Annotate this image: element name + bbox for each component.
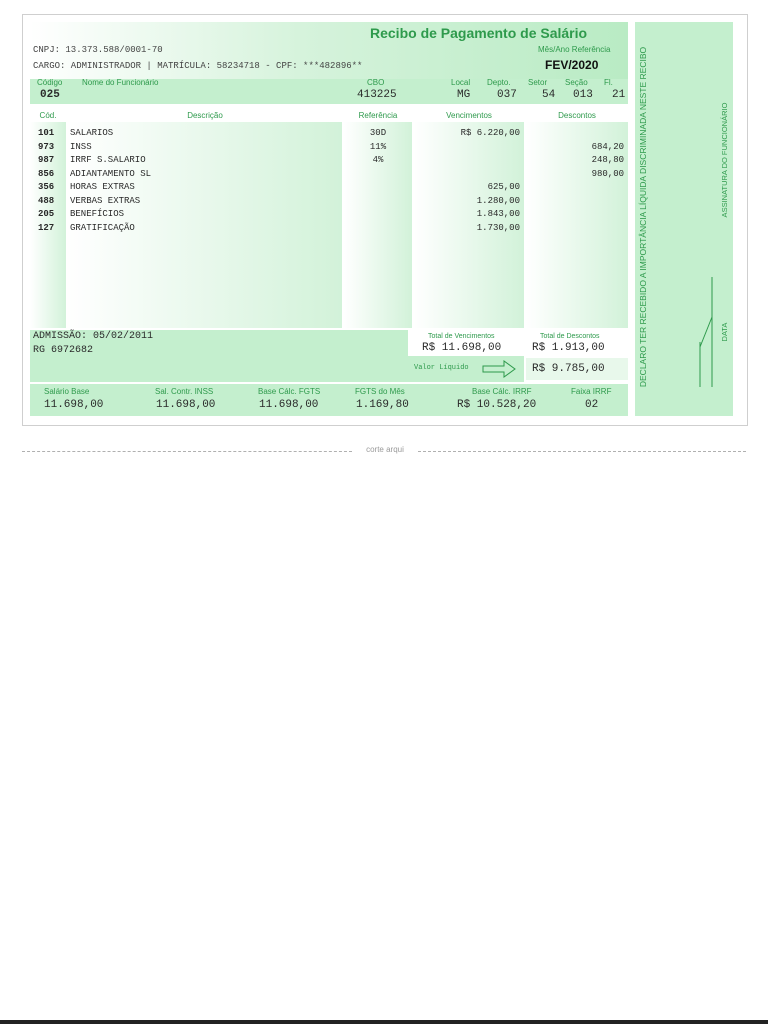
bottom-bar	[0, 1020, 768, 1024]
item-code: 987	[38, 155, 55, 165]
cargo-line: CARGO: ADMINISTRADOR | MATRÍCULA: 58234718 - CPF: ***482896**	[33, 61, 363, 71]
item-code: 205	[38, 209, 55, 219]
base-calc-fgts-value: 11.698,00	[259, 399, 319, 411]
table-rows	[30, 128, 628, 328]
col-header-descontos: Descontos	[526, 110, 628, 122]
item-vencimento: 625,00	[487, 182, 520, 192]
item-reference: 11%	[369, 141, 387, 152]
salary-receipt	[30, 22, 628, 416]
item-vencimento: R$ 6.220,00	[460, 128, 520, 138]
items-table	[30, 110, 628, 328]
secao-label: Seção	[565, 78, 588, 87]
local-label: Local	[451, 78, 471, 87]
depto-value: 037	[497, 89, 517, 101]
cut-line	[22, 445, 746, 454]
item-description: BENEFÍCIOS	[70, 209, 125, 219]
item-code: 856	[38, 168, 55, 179]
arrow-right-icon	[482, 360, 516, 378]
receipt-title: Recibo de Pagamento de Salário	[370, 25, 588, 41]
base-calc-irrf-label: Base Cálc. IRRF	[472, 387, 532, 396]
table-row	[30, 128, 628, 142]
ref-value: FEV/2020	[545, 58, 599, 72]
cnpj: CNPJ: 13.373.588/0001-70	[33, 45, 163, 55]
item-description: ADIANTAMENTO SL	[70, 168, 152, 179]
cut-label: corte arqui	[366, 445, 404, 454]
setor-label: Setor	[528, 78, 548, 87]
table-row	[30, 142, 628, 156]
table-row	[30, 209, 628, 223]
faixa-irrf-value: 02	[585, 399, 599, 411]
table-row	[30, 196, 628, 210]
total-vencimentos: R$ 11.698,00	[422, 342, 502, 354]
sal-contr-inss-label: Sal. Contr. INSS	[155, 387, 214, 396]
cbo-label: CBO	[367, 78, 385, 87]
item-reference: 30D	[369, 128, 387, 138]
nome-label: Nome do Funcionário	[82, 78, 159, 87]
fl-value: 21	[612, 89, 626, 101]
col-header-vencimentos: Vencimentos	[414, 110, 524, 122]
table-row	[30, 223, 628, 237]
fgts-mes-label: FGTS do Mês	[355, 387, 405, 396]
col-header-referencia: Referência	[344, 110, 412, 122]
item-reference: 4%	[372, 155, 384, 165]
item-desconto: 684,20	[591, 141, 624, 152]
signature-line[interactable]	[693, 272, 723, 392]
item-description: IRRF S.SALARIO	[70, 155, 146, 165]
local-value: MG	[457, 89, 471, 101]
fgts-mes-value: 1.169,80	[356, 399, 409, 411]
item-desconto: 980,00	[591, 168, 624, 179]
salario-base-label: Salário Base	[44, 387, 90, 396]
col-header-descricao: Descrição	[68, 110, 342, 122]
base-calc-fgts-label: Base Cálc. FGTS	[258, 387, 321, 396]
item-description: SALARIOS	[70, 128, 114, 138]
item-vencimento: 1.843,00	[476, 209, 520, 219]
col-header-cod: Cód.	[30, 110, 66, 122]
salario-base-value: 11.698,00	[44, 399, 104, 411]
table-row	[30, 155, 628, 169]
valor-liquido: R$ 9.785,00	[532, 363, 605, 375]
faixa-irrf-label: Faixa IRRF	[571, 387, 612, 396]
table-row	[30, 182, 628, 196]
base-calc-irrf-value: R$ 10.528,20	[457, 399, 537, 411]
declaration-text: DECLARO TER RECEBIDO A IMPORTÂNCIA LÍQUIDA DISCRIMINADA NESTE RECIBO	[638, 46, 648, 388]
item-description: HORAS EXTRAS	[70, 182, 135, 192]
sal-contr-inss-value: 11.698,00	[156, 399, 216, 411]
item-code: 127	[38, 222, 55, 233]
secao-value: 013	[573, 89, 593, 101]
codigo-label: Código	[37, 78, 63, 87]
depto-label: Depto.	[487, 78, 511, 87]
rg: RG 6972682	[33, 345, 94, 356]
item-desconto: 248,80	[591, 155, 624, 165]
item-code: 101	[38, 128, 55, 138]
ref-label: Mês/Ano Referência	[538, 45, 611, 54]
total-vencimentos-label: Total de Vencimentos	[428, 333, 495, 340]
admissao: ADMISSÃO: 05/02/2011	[33, 331, 154, 342]
fl-label: Fl.	[604, 78, 613, 87]
valor-liquido-label: Valor Líquido	[414, 364, 469, 372]
total-descontos: R$ 1.913,00	[532, 342, 605, 354]
footer-panel	[30, 384, 628, 416]
cbo-value: 413225	[357, 89, 397, 101]
item-vencimento: 1.730,00	[476, 222, 520, 233]
table-row	[30, 169, 628, 183]
item-code: 973	[38, 141, 55, 152]
signature-strip	[635, 22, 733, 416]
setor-value: 54	[542, 89, 556, 101]
item-vencimento: 1.280,00	[476, 195, 520, 206]
item-code: 356	[38, 182, 55, 192]
item-code: 488	[38, 195, 55, 206]
assinatura-label: ASSINATURA DO FUNCIONÁRIO	[720, 102, 729, 218]
item-description: INSS	[70, 141, 92, 152]
item-description: VERBAS EXTRAS	[70, 195, 141, 206]
codigo-value: 025	[40, 89, 60, 101]
data-label: DATA	[720, 322, 729, 342]
item-description: GRATIFICAÇÃO	[70, 222, 135, 233]
total-descontos-label: Total de Descontos	[540, 333, 600, 340]
